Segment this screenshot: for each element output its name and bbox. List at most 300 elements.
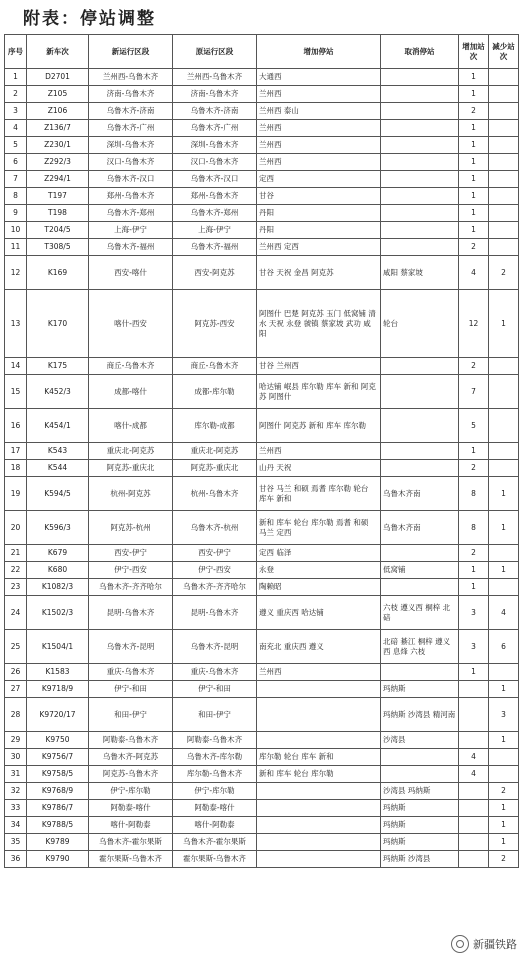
cell-added-count: 8 <box>459 511 489 545</box>
cell-cancelled-stops <box>381 69 459 86</box>
cell-index: 20 <box>5 511 27 545</box>
table-row <box>5 103 519 120</box>
cell-old-section: 济南-乌鲁木齐 <box>173 86 257 103</box>
cell-index: 15 <box>5 375 27 409</box>
cell-new-section: 阿勒泰-喀什 <box>89 800 173 817</box>
cell-old-section: 库尔勒-乌鲁木齐 <box>173 766 257 783</box>
cell-index: 11 <box>5 239 27 256</box>
cell-added-count <box>459 783 489 800</box>
cell-added-stops: 库尔勒 轮台 库车 新和 <box>257 749 381 766</box>
cell-reduced-count: 1 <box>489 817 519 834</box>
cell-index: 5 <box>5 137 27 154</box>
cell-cancelled-stops <box>381 664 459 681</box>
cell-added-stops <box>257 698 381 732</box>
cell-old-section: 乌鲁木齐-福州 <box>173 239 257 256</box>
cell-new-train: K1502/3 <box>27 596 89 630</box>
cell-index: 1 <box>5 69 27 86</box>
cell-new-train: Z106 <box>27 103 89 120</box>
table-row <box>5 205 519 222</box>
table-row <box>5 511 519 545</box>
cell-cancelled-stops <box>381 545 459 562</box>
cell-new-train: T308/5 <box>27 239 89 256</box>
cell-index: 31 <box>5 766 27 783</box>
cell-added-count: 3 <box>459 596 489 630</box>
table-row <box>5 698 519 732</box>
cell-added-stops: 哈达铺 岷县 库尔勒 库车 新和 阿克苏 阿图什 <box>257 375 381 409</box>
cell-new-train: K175 <box>27 358 89 375</box>
cell-added-stops: 兰州西 泰山 <box>257 103 381 120</box>
footer-text: 新疆铁路 <box>473 938 517 951</box>
cell-cancelled-stops: 玛纳斯 <box>381 681 459 698</box>
cell-new-section: 乌鲁木齐-阿克苏 <box>89 749 173 766</box>
cell-old-section: 乌鲁木齐-郑州 <box>173 205 257 222</box>
cell-reduced-count <box>489 103 519 120</box>
cell-added-count: 1 <box>459 205 489 222</box>
cell-reduced-count <box>489 460 519 477</box>
cell-old-section: 郑州-乌鲁木齐 <box>173 188 257 205</box>
cell-new-section: 和田-伊宁 <box>89 698 173 732</box>
cell-added-count: 4 <box>459 766 489 783</box>
cell-added-count <box>459 817 489 834</box>
cell-cancelled-stops: 玛纳斯 <box>381 817 459 834</box>
cell-old-section: 乌鲁木齐-济南 <box>173 103 257 120</box>
cell-new-section: 阿克苏-杭州 <box>89 511 173 545</box>
cell-added-stops <box>257 732 381 749</box>
cell-new-train: K680 <box>27 562 89 579</box>
cell-reduced-count <box>489 69 519 86</box>
cell-old-section: 阿勒泰-喀什 <box>173 800 257 817</box>
cell-reduced-count <box>489 375 519 409</box>
cell-new-train: K544 <box>27 460 89 477</box>
cell-new-section: 乌鲁木齐-福州 <box>89 239 173 256</box>
header-cancelled-stops: 取消停站 <box>381 35 459 69</box>
cell-old-section: 乌鲁木齐-广州 <box>173 120 257 137</box>
table-row <box>5 188 519 205</box>
cell-old-section: 喀什-阿勒泰 <box>173 817 257 834</box>
table-row <box>5 596 519 630</box>
cell-added-stops: 永登 <box>257 562 381 579</box>
cell-new-train: K9718/9 <box>27 681 89 698</box>
cell-new-train: K9789 <box>27 834 89 851</box>
cell-new-train: K9788/5 <box>27 817 89 834</box>
table-row <box>5 137 519 154</box>
cell-reduced-count: 1 <box>489 732 519 749</box>
cell-new-train: T204/5 <box>27 222 89 239</box>
cell-index: 19 <box>5 477 27 511</box>
cell-added-stops: 陶赖昭 <box>257 579 381 596</box>
table-body <box>5 69 519 868</box>
cell-new-section: 喀什-阿勒泰 <box>89 817 173 834</box>
cell-reduced-count <box>489 188 519 205</box>
table-row <box>5 69 519 86</box>
table-row <box>5 86 519 103</box>
cell-reduced-count <box>489 137 519 154</box>
cell-added-stops: 甘谷 马兰 和硕 焉耆 库尔勒 轮台 库车 新和 <box>257 477 381 511</box>
cell-added-count <box>459 681 489 698</box>
cell-cancelled-stops <box>381 222 459 239</box>
cell-new-train: K594/5 <box>27 477 89 511</box>
cell-reduced-count: 1 <box>489 681 519 698</box>
cell-reduced-count: 3 <box>489 698 519 732</box>
table-row <box>5 545 519 562</box>
cell-added-stops <box>257 851 381 868</box>
cell-reduced-count: 2 <box>489 256 519 290</box>
cell-reduced-count <box>489 579 519 596</box>
page-title: 附表：停站调整 <box>23 9 156 29</box>
cell-new-section: 伊宁-和田 <box>89 681 173 698</box>
cell-new-section: 喀什-西安 <box>89 290 173 358</box>
cell-new-section: 伊宁-库尔勒 <box>89 783 173 800</box>
cell-added-count: 1 <box>459 154 489 171</box>
cell-reduced-count: 2 <box>489 851 519 868</box>
cell-cancelled-stops: 沙湾县 <box>381 732 459 749</box>
cell-cancelled-stops <box>381 749 459 766</box>
cell-old-section: 乌鲁木齐-汉口 <box>173 171 257 188</box>
table-row <box>5 256 519 290</box>
cell-added-count: 1 <box>459 86 489 103</box>
cell-reduced-count: 1 <box>489 800 519 817</box>
cell-index: 25 <box>5 630 27 664</box>
cell-old-section: 重庆北-阿克苏 <box>173 443 257 460</box>
watermark <box>451 935 517 953</box>
cell-added-stops: 定西 临泽 <box>257 545 381 562</box>
cell-added-stops: 兰州西 <box>257 664 381 681</box>
table-row <box>5 222 519 239</box>
cell-old-section: 乌鲁木齐-库尔勒 <box>173 749 257 766</box>
cell-new-section: 重庆北-阿克苏 <box>89 443 173 460</box>
cell-added-count: 1 <box>459 137 489 154</box>
cell-added-count: 5 <box>459 409 489 443</box>
cell-added-count <box>459 800 489 817</box>
cell-index: 23 <box>5 579 27 596</box>
cell-new-train: K543 <box>27 443 89 460</box>
table-row <box>5 562 519 579</box>
table-header-row <box>5 35 519 69</box>
cell-old-section: 伊宁-和田 <box>173 681 257 698</box>
cell-old-section: 西安-伊宁 <box>173 545 257 562</box>
cell-added-stops: 丹阳 <box>257 205 381 222</box>
cell-index: 3 <box>5 103 27 120</box>
cell-new-section: 上海-伊宁 <box>89 222 173 239</box>
cell-new-train: K9758/5 <box>27 766 89 783</box>
cell-index: 8 <box>5 188 27 205</box>
cell-added-count: 1 <box>459 69 489 86</box>
cell-new-section: 郑州-乌鲁木齐 <box>89 188 173 205</box>
cell-cancelled-stops <box>381 443 459 460</box>
cell-added-count <box>459 732 489 749</box>
cell-new-section: 喀什-成都 <box>89 409 173 443</box>
cell-new-section: 西安-喀什 <box>89 256 173 290</box>
cell-added-stops <box>257 800 381 817</box>
cell-reduced-count <box>489 86 519 103</box>
cell-cancelled-stops <box>381 103 459 120</box>
cell-added-stops: 丹阳 <box>257 222 381 239</box>
cell-cancelled-stops <box>381 375 459 409</box>
cell-new-train: Z105 <box>27 86 89 103</box>
cell-new-train: Z294/1 <box>27 171 89 188</box>
cell-added-count: 1 <box>459 562 489 579</box>
cell-cancelled-stops: 乌鲁木齐南 <box>381 477 459 511</box>
table-row <box>5 630 519 664</box>
header-added-count: 增加站次 <box>459 35 489 69</box>
cell-cancelled-stops <box>381 579 459 596</box>
cell-index: 18 <box>5 460 27 477</box>
cell-index: 14 <box>5 358 27 375</box>
cell-old-section: 商丘-乌鲁木齐 <box>173 358 257 375</box>
cell-added-count: 2 <box>459 358 489 375</box>
cell-added-stops: 山丹 天祝 <box>257 460 381 477</box>
cell-new-train: K170 <box>27 290 89 358</box>
cell-new-section: 伊宁-西安 <box>89 562 173 579</box>
table-row <box>5 783 519 800</box>
cell-cancelled-stops <box>381 239 459 256</box>
cell-added-count: 7 <box>459 375 489 409</box>
table-row <box>5 154 519 171</box>
cell-new-section: 西安-伊宁 <box>89 545 173 562</box>
cell-old-section: 昆明-乌鲁木齐 <box>173 596 257 630</box>
cell-new-section: 商丘-乌鲁木齐 <box>89 358 173 375</box>
cell-added-count: 2 <box>459 103 489 120</box>
header-added-stops: 增加停站 <box>257 35 381 69</box>
cell-old-section: 阿勒泰-乌鲁木齐 <box>173 732 257 749</box>
table-row <box>5 358 519 375</box>
cell-cancelled-stops <box>381 205 459 222</box>
cell-index: 6 <box>5 154 27 171</box>
table-row <box>5 409 519 443</box>
cell-reduced-count: 6 <box>489 630 519 664</box>
cell-added-stops: 新和 库车 轮台 库尔勒 焉耆 和硕 马兰 定西 <box>257 511 381 545</box>
header-old-section: 原运行区段 <box>173 35 257 69</box>
cell-old-section: 阿克苏-西安 <box>173 290 257 358</box>
cell-new-train: K9750 <box>27 732 89 749</box>
cell-reduced-count: 1 <box>489 511 519 545</box>
cell-added-stops: 兰州西 定西 <box>257 239 381 256</box>
cell-reduced-count <box>489 205 519 222</box>
cell-new-train: K452/3 <box>27 375 89 409</box>
table-row <box>5 664 519 681</box>
header-index: 序号 <box>5 35 27 69</box>
cell-new-section: 成都-喀什 <box>89 375 173 409</box>
cell-added-stops: 大通西 <box>257 69 381 86</box>
header-reduced-count: 减少站次 <box>489 35 519 69</box>
cell-cancelled-stops: 低窝铺 <box>381 562 459 579</box>
cell-index: 30 <box>5 749 27 766</box>
cell-added-count: 2 <box>459 460 489 477</box>
cell-cancelled-stops <box>381 358 459 375</box>
cell-reduced-count <box>489 443 519 460</box>
cell-old-section: 重庆-乌鲁木齐 <box>173 664 257 681</box>
cell-added-stops: 兰州西 <box>257 137 381 154</box>
cell-added-stops: 甘谷 天祝 金昌 阿克苏 <box>257 256 381 290</box>
cell-added-stops: 阿图什 巴楚 阿克苏 玉门 低窝铺 清水 天祝 永登 虢镇 蔡家坡 武功 咸阳 <box>257 290 381 358</box>
cell-new-train: K9768/9 <box>27 783 89 800</box>
cell-reduced-count: 2 <box>489 783 519 800</box>
cell-index: 10 <box>5 222 27 239</box>
cell-cancelled-stops: 玛纳斯 沙湾县 精河南 <box>381 698 459 732</box>
cell-new-train: K9720/17 <box>27 698 89 732</box>
cell-added-stops <box>257 783 381 800</box>
table-row <box>5 477 519 511</box>
cell-reduced-count <box>489 749 519 766</box>
cell-old-section: 霍尔果斯-乌鲁木齐 <box>173 851 257 868</box>
cell-new-train: T197 <box>27 188 89 205</box>
table-row <box>5 239 519 256</box>
cell-added-stops: 定西 <box>257 171 381 188</box>
table-row <box>5 443 519 460</box>
cell-index: 22 <box>5 562 27 579</box>
cell-new-section: 乌鲁木齐-昆明 <box>89 630 173 664</box>
cell-added-count: 2 <box>459 239 489 256</box>
cell-old-section: 兰州西-乌鲁木齐 <box>173 69 257 86</box>
cell-cancelled-stops: 玛纳斯 <box>381 834 459 851</box>
cell-new-train: K9786/7 <box>27 800 89 817</box>
cell-new-section: 昆明-乌鲁木齐 <box>89 596 173 630</box>
cell-new-section: 杭州-阿克苏 <box>89 477 173 511</box>
cell-new-section: 霍尔果斯-乌鲁木齐 <box>89 851 173 868</box>
cell-added-stops: 兰州西 <box>257 443 381 460</box>
cell-old-section: 乌鲁木齐-齐齐哈尔 <box>173 579 257 596</box>
cell-old-section: 伊宁-库尔勒 <box>173 783 257 800</box>
cell-added-count: 8 <box>459 477 489 511</box>
cell-new-section: 兰州西-乌鲁木齐 <box>89 69 173 86</box>
cell-new-train: K1082/3 <box>27 579 89 596</box>
cell-old-section: 汉口-乌鲁木齐 <box>173 154 257 171</box>
cell-cancelled-stops: 玛纳斯 <box>381 800 459 817</box>
cell-index: 36 <box>5 851 27 868</box>
cell-index: 4 <box>5 120 27 137</box>
cell-old-section: 西安-阿克苏 <box>173 256 257 290</box>
cell-index: 12 <box>5 256 27 290</box>
cell-added-count: 1 <box>459 579 489 596</box>
cell-old-section: 库尔勒-成都 <box>173 409 257 443</box>
cell-added-stops <box>257 834 381 851</box>
cell-reduced-count: 1 <box>489 477 519 511</box>
cell-index: 27 <box>5 681 27 698</box>
cell-added-stops <box>257 681 381 698</box>
cell-reduced-count: 1 <box>489 290 519 358</box>
cell-new-section: 阿勒泰-乌鲁木齐 <box>89 732 173 749</box>
cell-added-count <box>459 851 489 868</box>
header-new-train: 新车次 <box>27 35 89 69</box>
table-row <box>5 817 519 834</box>
cell-cancelled-stops <box>381 188 459 205</box>
cell-added-count: 1 <box>459 443 489 460</box>
cell-index: 16 <box>5 409 27 443</box>
cell-added-count: 1 <box>459 222 489 239</box>
cell-cancelled-stops <box>381 120 459 137</box>
cell-old-section: 成都-库尔勒 <box>173 375 257 409</box>
cell-cancelled-stops: 咸阳 蔡家坡 <box>381 256 459 290</box>
cell-new-train: K9790 <box>27 851 89 868</box>
cell-cancelled-stops <box>381 766 459 783</box>
cell-old-section: 乌鲁木齐-霍尔果斯 <box>173 834 257 851</box>
cell-index: 7 <box>5 171 27 188</box>
cell-added-count: 1 <box>459 120 489 137</box>
cell-index: 17 <box>5 443 27 460</box>
cell-reduced-count: 1 <box>489 562 519 579</box>
cell-added-count: 1 <box>459 171 489 188</box>
cell-reduced-count <box>489 545 519 562</box>
cell-index: 32 <box>5 783 27 800</box>
cell-new-section: 乌鲁木齐-济南 <box>89 103 173 120</box>
cell-added-count: 2 <box>459 545 489 562</box>
cell-cancelled-stops: 轮台 <box>381 290 459 358</box>
cell-cancelled-stops: 玛纳斯 沙湾县 <box>381 851 459 868</box>
cell-added-stops: 甘谷 兰州西 <box>257 358 381 375</box>
cell-index: 26 <box>5 664 27 681</box>
cell-added-count: 1 <box>459 664 489 681</box>
cell-cancelled-stops <box>381 154 459 171</box>
cell-new-train: K1583 <box>27 664 89 681</box>
cell-cancelled-stops: 北碚 綦江 桐梓 遵义西 息烽 六枝 <box>381 630 459 664</box>
cell-added-stops: 兰州西 <box>257 120 381 137</box>
cell-added-count: 12 <box>459 290 489 358</box>
table-row <box>5 120 519 137</box>
cell-new-section: 阿克苏-乌鲁木齐 <box>89 766 173 783</box>
cell-new-section: 济南-乌鲁木齐 <box>89 86 173 103</box>
cell-reduced-count: 4 <box>489 596 519 630</box>
cell-added-stops: 遵义 重庆西 哈达铺 <box>257 596 381 630</box>
cell-old-section: 深圳-乌鲁木齐 <box>173 137 257 154</box>
cell-old-section: 和田-伊宁 <box>173 698 257 732</box>
cell-cancelled-stops: 六枝 遵义西 桐梓 北碚 <box>381 596 459 630</box>
cell-reduced-count <box>489 358 519 375</box>
cell-new-train: T198 <box>27 205 89 222</box>
cell-added-count <box>459 698 489 732</box>
cell-reduced-count <box>489 239 519 256</box>
cell-index: 21 <box>5 545 27 562</box>
cell-cancelled-stops <box>381 86 459 103</box>
cell-added-count: 1 <box>459 188 489 205</box>
cell-index: 33 <box>5 800 27 817</box>
cell-old-section: 阿克苏-重庆北 <box>173 460 257 477</box>
table-row <box>5 681 519 698</box>
cell-cancelled-stops <box>381 460 459 477</box>
cell-added-stops: 兰州西 <box>257 86 381 103</box>
cell-cancelled-stops: 沙湾县 玛纳斯 <box>381 783 459 800</box>
cell-index: 13 <box>5 290 27 358</box>
cell-added-stops: 甘谷 <box>257 188 381 205</box>
cell-new-section: 乌鲁木齐-霍尔果斯 <box>89 834 173 851</box>
cell-reduced-count: 1 <box>489 834 519 851</box>
cell-cancelled-stops <box>381 171 459 188</box>
cell-new-train: K1504/1 <box>27 630 89 664</box>
wechat-logo-icon <box>451 935 469 953</box>
cell-new-train: K679 <box>27 545 89 562</box>
cell-old-section: 杭州-乌鲁木齐 <box>173 477 257 511</box>
cell-new-section: 乌鲁木齐-汉口 <box>89 171 173 188</box>
table-row <box>5 579 519 596</box>
table-row <box>5 460 519 477</box>
table-row <box>5 290 519 358</box>
cell-new-train: Z136/7 <box>27 120 89 137</box>
cell-added-count: 4 <box>459 256 489 290</box>
cell-new-train: D2701 <box>27 69 89 86</box>
cell-reduced-count <box>489 120 519 137</box>
cell-added-count: 3 <box>459 630 489 664</box>
cell-new-section: 阿克苏-重庆北 <box>89 460 173 477</box>
cell-index: 34 <box>5 817 27 834</box>
cell-added-count <box>459 834 489 851</box>
table-row <box>5 749 519 766</box>
cell-new-section: 深圳-乌鲁木齐 <box>89 137 173 154</box>
cell-new-train: K9756/7 <box>27 749 89 766</box>
cell-new-train: Z230/1 <box>27 137 89 154</box>
cell-index: 9 <box>5 205 27 222</box>
cell-cancelled-stops <box>381 137 459 154</box>
cell-new-section: 汉口-乌鲁木齐 <box>89 154 173 171</box>
cell-new-train: K169 <box>27 256 89 290</box>
